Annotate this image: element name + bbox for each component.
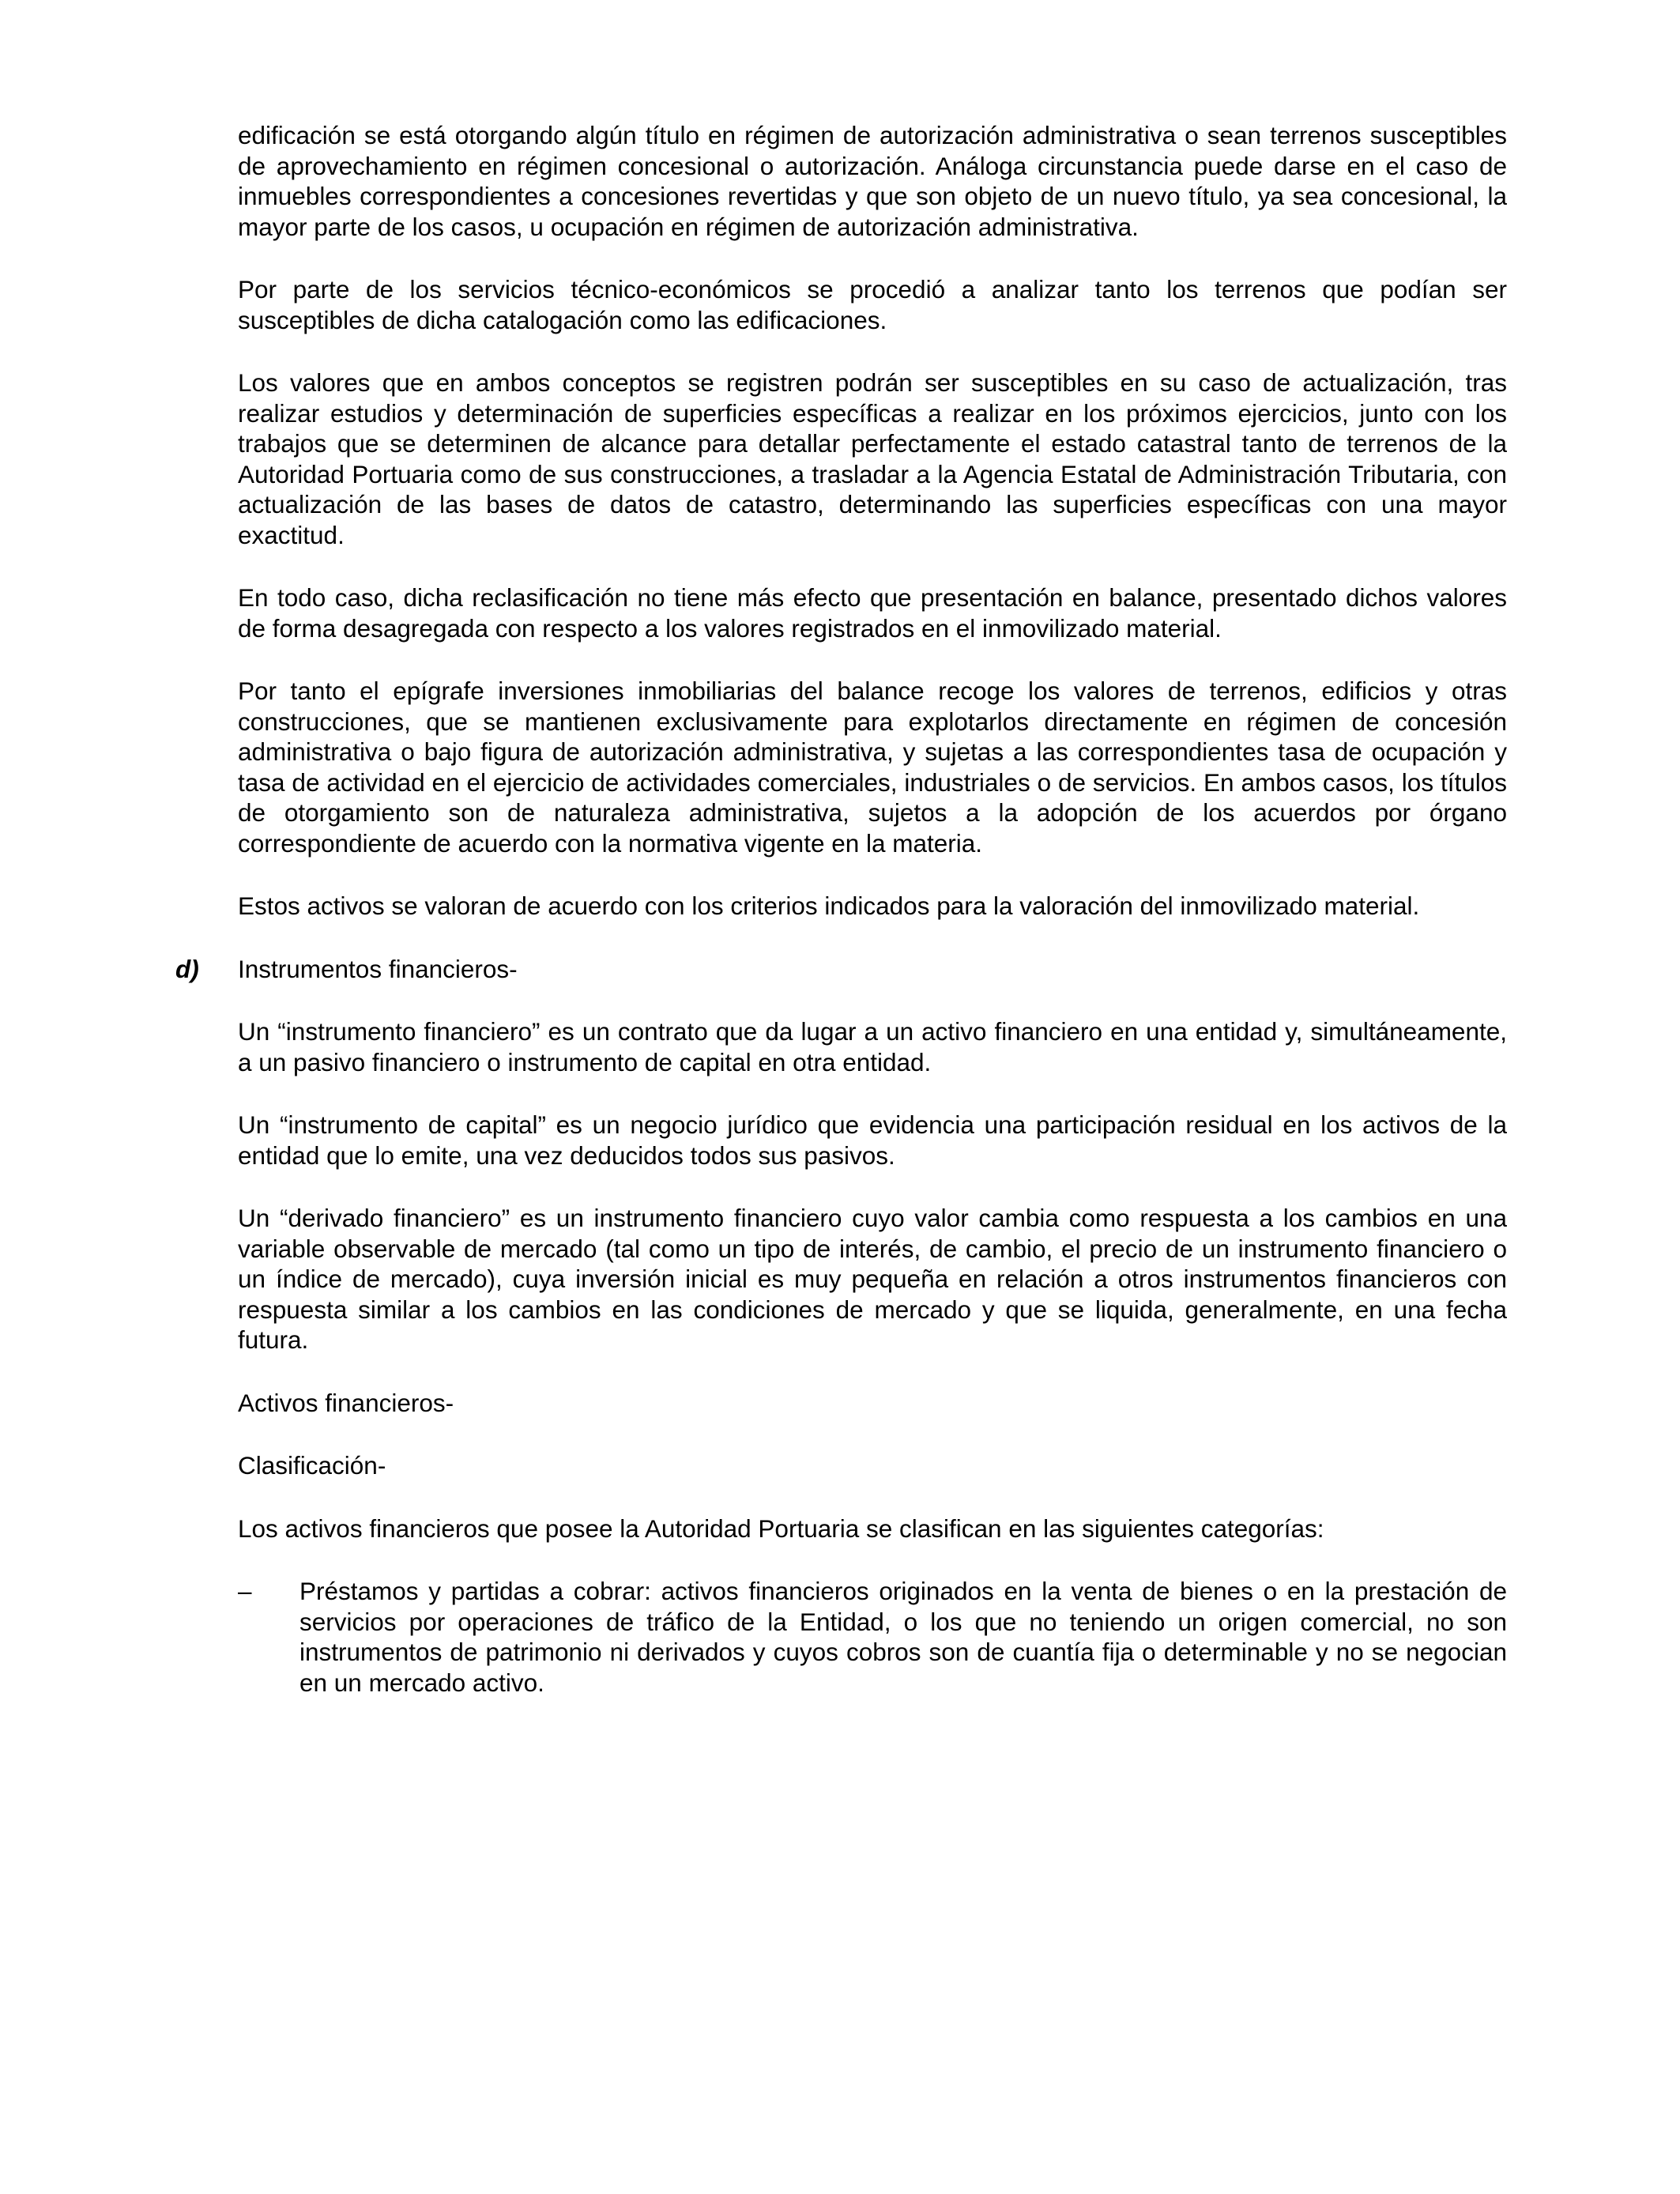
paragraph-instrumento-financiero: Un “instrumento financiero” es un contrato que da lugar a un activo financiero en una entidad y, simultáneamente, a un pasivo financiero o instrumento de capital en otra entidad. xyxy=(238,1017,1507,1076)
list-item-text: Préstamos y partidas a cobrar: activos financieros originados en la venta de bienes o en la prestación de servicios por operaciones de tráfico de la Entidad, o los que no teniendo un origen comercial, no son instrumentos de patrimonio ni derivados y cuyos cobros son de cuantía fija o determinable y no se negocian en un mercado activo. xyxy=(299,1577,1507,1697)
subheading-activos-financieros: Activos financieros- xyxy=(238,1388,454,1417)
page-content xyxy=(175,120,1507,1730)
subheading-clasificacion: Clasificación- xyxy=(238,1451,386,1480)
paragraph-categorias: Los activos financieros que posee la Autoridad Portuaria se clasifican en las siguientes categorías: xyxy=(238,1514,1324,1543)
section-letter: d) xyxy=(175,954,199,983)
paragraph-servicios-tecnicos: Por parte de los servicios técnico-económicos se procedió a analizar tanto los terrenos que podían ser susceptibles de dicha catalogación como las edificaciones. xyxy=(238,275,1507,334)
paragraph-reclasificacion: En todo caso, dicha reclasificación no tiene más efecto que presentación en balance, presentado dichos valores de forma desagregada con respecto a los valores registrados en el inmovilizado material. xyxy=(238,583,1507,643)
paragraph-valoracion-activos: Estos activos se valoran de acuerdo con los criterios indicados para la valoración del inmovilizado material. xyxy=(238,892,1420,920)
list-item xyxy=(238,1576,1507,1698)
section-title: Instrumentos financieros- xyxy=(238,954,518,983)
bullet-dash-icon: – xyxy=(238,1577,252,1605)
paragraph-derivado-financiero: Un “derivado financiero” es un instrumento financiero cuyo valor cambia como respuesta a los cambios en una variable observable de mercado (tal como un tipo de interés, de cambio, el precio de un instrumento financiero o un índice de mercado), cuya inversión inicial es muy pequeña en relación a otros instrumentos financieros con respuesta similar a los cambios en las condiciones de mercado y que se liquida, generalmente, en una fecha futura. xyxy=(238,1204,1507,1354)
paragraph-inversiones-inmobiliarias: Por tanto el epígrafe inversiones inmobiliarias del balance recoge los valores de terrenos, edificios y otras construcciones, que se mantienen exclusivamente para explotarlos directamente en régimen de concesión administrativa o bajo figura de autorización administrativa, y sujetas a las correspondientes tasa de ocupación y tasa de actividad en el ejercicio de actividades comerciales, industriales o de servicios. En ambos casos, los títulos de otorgamiento son de naturaleza administrativa, sujetos a la adopción de los acuerdos por órgano correspondiente de acuerdo con la normativa vigente en la materia. xyxy=(238,677,1507,858)
section-heading-d xyxy=(175,954,1507,985)
paragraph-instrumento-capital: Un “instrumento de capital” es un negocio jurídico que evidencia una participación residual en los activos de la entidad que lo emite, una vez deducidos todos sus pasivos. xyxy=(238,1110,1507,1170)
paragraph-edificacion: edificación se está otorgando algún título en régimen de autorización administrativa o sean terrenos susceptibles de aprovechamiento en régimen concesional o autorización. Análoga circunstancia puede darse en el caso de inmuebles correspondientes a concesiones revertidas y que son objeto de un nuevo título, ya sea concesional, la mayor parte de los casos, u ocupación en régimen de autorización administrativa. xyxy=(238,121,1507,241)
paragraph-valores-actualizacion: Los valores que en ambos conceptos se registren podrán ser susceptibles en su caso de actualización, tras realizar estudios y determinación de superficies específicas a realizar en los próximos ejercicios, junto con los trabajos que se determinen de alcance para detallar perfectamente el estado catastral tanto de terrenos de la Autoridad Portuaria como de sus construcciones, a trasladar a la Agencia Estatal de Administración Tributaria, con actualización de las bases de datos de catastro, determinando las superficies específicas con una mayor exactitud. xyxy=(238,368,1507,549)
